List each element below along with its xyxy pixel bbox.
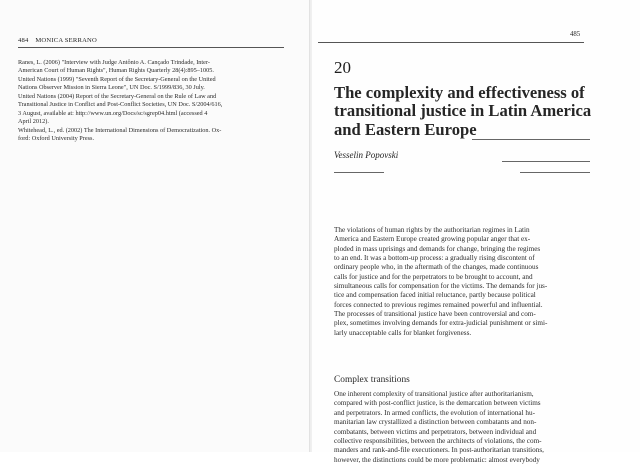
reference-line: Nations Observer Mission in Sierra Leone", UN Doc. S/1999/836, 30 July. bbox=[18, 84, 205, 92]
chapter-title-line: The complexity and effectiveness of bbox=[334, 83, 585, 102]
section-paragraph bbox=[334, 390, 602, 465]
text-line: manitarian law crystallized a distinction between combatants and non- bbox=[334, 418, 537, 427]
text-line: to an end. It was a bottom-up process: a gradually rising discontent of bbox=[334, 254, 535, 263]
reference-line: Whitehead, L., ed. (2002) The International Dimensions of Democratization. Ox- bbox=[18, 126, 222, 134]
text-line: however, the distinctions could be more problematic: almost everybody bbox=[334, 455, 540, 464]
reference-entry bbox=[18, 127, 286, 144]
text-line: forces connected to previous regimes remained powerful and influential. bbox=[334, 300, 543, 309]
reference-line: April 2012). bbox=[18, 117, 49, 125]
reference-line: United Nations (1999) "Seventh Report of the Secretary-General on the United bbox=[18, 75, 216, 83]
running-head bbox=[18, 37, 97, 44]
text-line: manders and rank-and-file executioners. In post-authoritarian transitions, bbox=[334, 446, 544, 455]
text-line: One inherent complexity of transitional justice after authoritarianism, bbox=[334, 390, 534, 398]
header-rule bbox=[318, 42, 584, 43]
text-line: combatants, between victims and perpetrators, between individual and bbox=[334, 427, 537, 436]
text-line: compared with post-conflict justice, is the demarcation between victims bbox=[334, 399, 541, 408]
reference-entry bbox=[18, 59, 286, 76]
title-rule bbox=[472, 139, 590, 140]
chapter-author: Vesselin Popovski bbox=[334, 150, 399, 160]
text-line: America and Eastern Europe created growing popular anger that ex- bbox=[334, 235, 531, 244]
chapter-title-line: and Eastern Europe bbox=[334, 119, 477, 139]
text-line: collective responsibilities, between the architects of violations, the com- bbox=[334, 437, 542, 446]
text-line: The processes of transitional justice have been controversial and com- bbox=[334, 310, 536, 319]
text-line: larly unacceptable calls for blanket forgiveness. bbox=[334, 328, 472, 337]
reference-line: United Nations (2004) Report of the Secretary-General on the Rule of Law and bbox=[18, 92, 217, 100]
text-line: tice and compensation faced initial reluctance, partly because political bbox=[334, 291, 536, 300]
left-page bbox=[0, 0, 310, 452]
title-rule bbox=[502, 161, 590, 162]
page-number-right: 485 bbox=[570, 31, 581, 38]
chapter-title-line: transitional justice in Latin America bbox=[334, 101, 592, 121]
text-line: ploded in mass uprisings and demands for change, bringing the regimes bbox=[334, 244, 541, 253]
reference-line: ford: Oxford University Press. bbox=[18, 134, 95, 142]
text-line: The violations of human rights by the authoritarian regimes in Latin bbox=[334, 226, 530, 234]
text-line: simultaneous calls for compensation for the victims. The demands for jus- bbox=[334, 282, 548, 291]
reference-line: 3 August, available at: http://www.un.org/Docs/sc/sgrep04.html (accessed 4 bbox=[18, 109, 208, 117]
text-line: plex, sometimes involving demands for extra-judicial punishment or simi- bbox=[334, 319, 548, 328]
reference-line: Ranes, L. (2006) "Interview with Judge Antônio A. Cançado Trindade, Inter- bbox=[18, 59, 210, 66]
text-line: ordinary people who, in the aftermath of the changes, made continuous bbox=[334, 263, 539, 272]
reference-entry bbox=[18, 76, 286, 93]
reference-list bbox=[18, 59, 286, 144]
reference-line: American Court of Human Rights", Human Rights Quarterly 28(4):895–1005. bbox=[18, 67, 214, 75]
text-line: and perpetrators. In armed conflicts, the evolution of international hu- bbox=[334, 408, 535, 417]
header-rule bbox=[18, 47, 284, 48]
title-rule bbox=[520, 172, 590, 173]
title-rule bbox=[334, 172, 384, 173]
text-line: calls for justice and for the perpetrators to be brought to account, and bbox=[334, 272, 533, 281]
right-page bbox=[312, 0, 640, 464]
reference-entry bbox=[18, 93, 286, 126]
chapter-title bbox=[334, 84, 596, 139]
page-number-left: 484 bbox=[18, 37, 29, 44]
section-heading: Complex transitions bbox=[334, 375, 410, 385]
reference-line: Transitional Justice in Conflict and Post-Conflict Societies, UN Doc. S/2004/616, bbox=[18, 101, 223, 109]
chapter-number: 20 bbox=[334, 58, 351, 77]
intro-paragraph bbox=[334, 226, 602, 338]
running-head-text: MONICA SERRANO bbox=[35, 37, 97, 44]
